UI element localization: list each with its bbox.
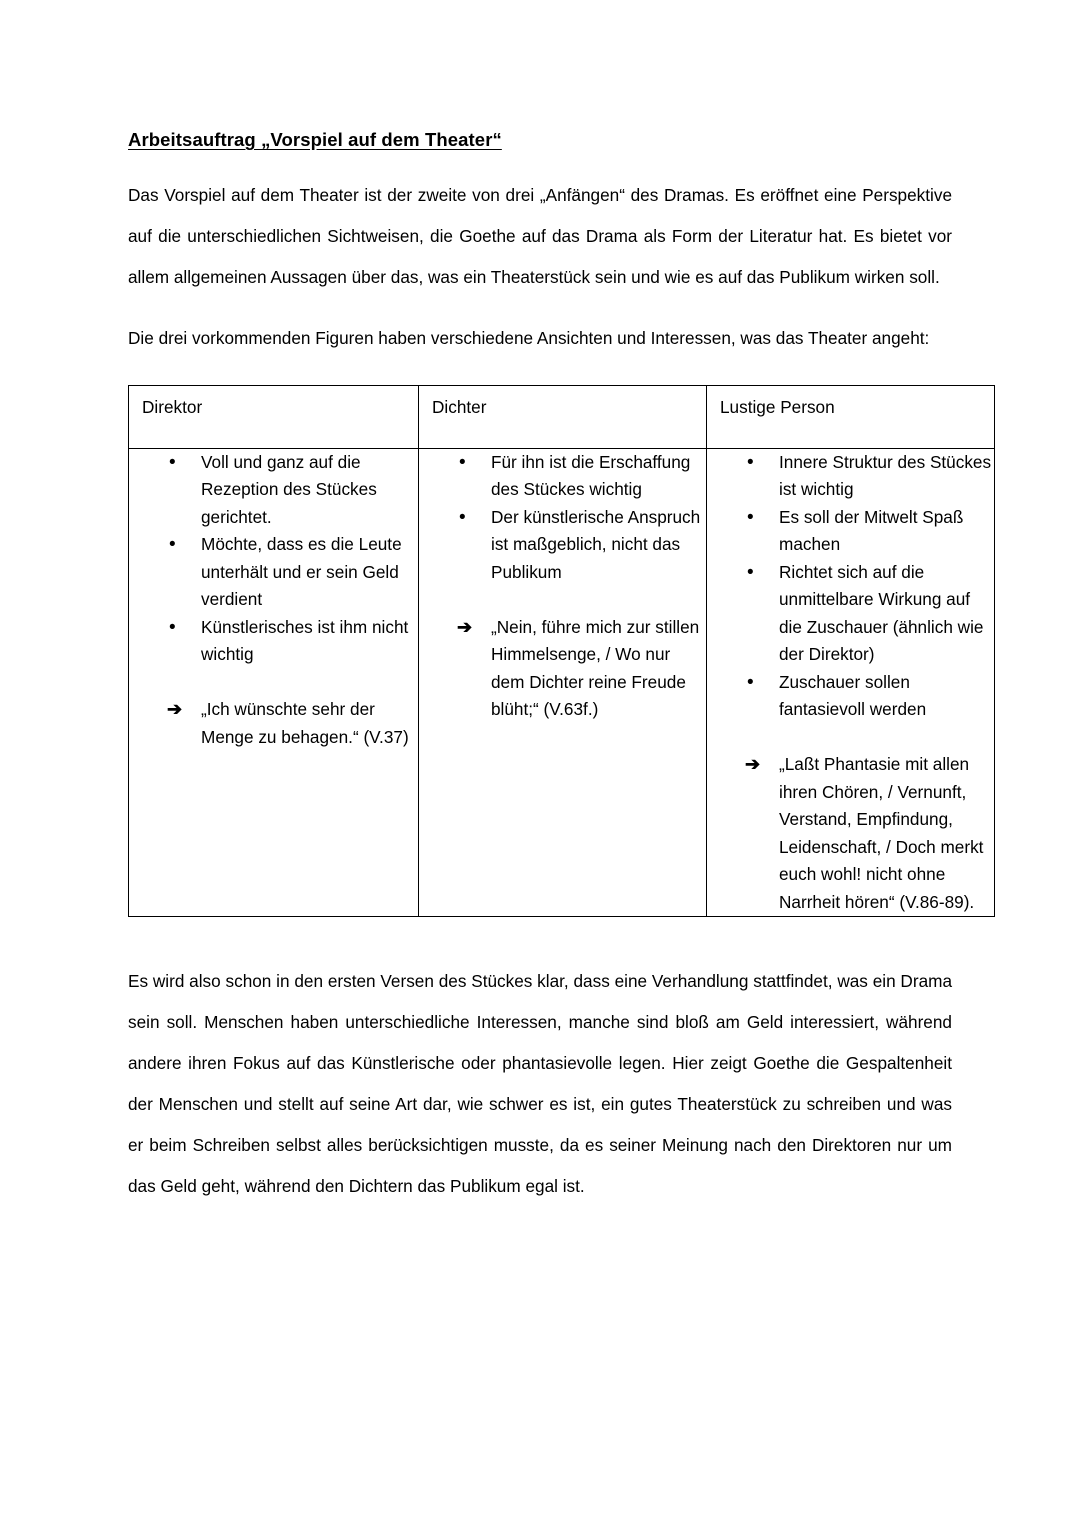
- bullet-icon: •: [169, 451, 176, 473]
- bullet-icon: •: [747, 561, 754, 583]
- bullet-icon: •: [459, 506, 466, 528]
- list-item-text: Richtet sich auf die unmittelbare Wirkung auf die Zuschauer (ähnlich wie der Direktor): [779, 561, 984, 665]
- arrow-right-icon: ➔: [457, 616, 473, 637]
- points-list-lustige-person: [707, 449, 994, 917]
- arrow-right-icon: ➔: [167, 699, 183, 720]
- table-bottom-spacer: [128, 917, 952, 961]
- list-item: [129, 614, 418, 669]
- table-header-row-group: [129, 385, 995, 448]
- quote-text: „Nein, führe mich zur stillen Himmelsenge, / Wo nur dem Dichter reine Freude blüht;“ (V.63f.): [491, 616, 700, 720]
- table-header-dichter: Dichter: [419, 385, 707, 448]
- list-item: [129, 531, 418, 614]
- bullet-icon: •: [459, 451, 466, 473]
- quote-text: „Ich wünschte sehr der Menge zu behagen.“ (V.37): [201, 699, 409, 747]
- bullet-icon: •: [747, 451, 754, 473]
- table-header-lustige-person: Lustige Person: [707, 385, 995, 448]
- intro-paragraph-1: Das Vorspiel auf dem Theater ist der zweite von drei „Anfängen“ des Dramas. Es eröffnet eine Perspektive auf die unterschiedlichen Sichtweisen, die Goethe auf das Drama als Form der Literatur hat. Es bietet vor allem allgemeinen Aussagen über das, was ein Theaterstück sein und wie es auf das Publikum wirken soll.: [128, 184, 952, 287]
- list-item-text: Voll und ganz auf die Rezeption des Stückes gerichtet.: [201, 451, 377, 527]
- list-item: [707, 449, 994, 504]
- table-header-direktor: Direktor: [129, 385, 419, 448]
- bullet-icon: •: [747, 506, 754, 528]
- table-row: [129, 448, 995, 917]
- list-item: [419, 504, 706, 587]
- table-cell-lustige-person: [707, 448, 995, 917]
- arrow-right-icon: ➔: [745, 754, 761, 775]
- list-item-text: Es soll der Mitwelt Spaß machen: [779, 506, 964, 555]
- list-item: [707, 504, 994, 559]
- intro-paragraph-2: Die drei vorkommenden Figuren haben verschiedene Ansichten und Interessen, was das Theater angeht:: [128, 327, 930, 348]
- table-cell-direktor: [129, 448, 419, 917]
- conclusion-paragraph: Es wird also schon in den ersten Versen des Stückes klar, dass eine Verhandlung stattfindet, was ein Drama sein soll. Menschen haben unterschiedliche Interessen, manche sind bloß am Geld interessiert, während andere ihren Fokus auf das Künstlerische oder phantasievolle legen. Hier zeigt Goethe die Gespaltenheit der Menschen und stellt auf seine Art dar, wie schwer es ist, ein gutes Theaterstück zu schreiben und was er beim Schreiben selbst alles berücksichtigen musste, da es seiner Meinung nach den Direktoren nur um das Geld geht, während den Dichtern das Publikum egal ist.: [128, 971, 952, 1197]
- figures-comparison-table: [128, 385, 995, 918]
- list-item-text: Zuschauer sollen fantasievoll werden: [779, 671, 927, 720]
- list-item: [419, 449, 706, 504]
- list-item-text: Für ihn ist die Erschaffung des Stückes wichtig: [491, 451, 691, 500]
- table-body: [129, 448, 995, 917]
- list-item: [707, 669, 994, 724]
- list-item: [129, 449, 418, 532]
- quote-item: [129, 696, 418, 751]
- quote-item: [707, 751, 994, 916]
- list-item: [707, 559, 994, 669]
- bullet-icon: •: [169, 616, 176, 638]
- table-cell-dichter: [419, 448, 707, 917]
- bullet-icon: •: [747, 671, 754, 693]
- points-list-direktor: [129, 449, 418, 752]
- list-item-text: Der künstlerische Anspruch ist maßgeblich, nicht das Publikum: [491, 506, 701, 582]
- bullet-icon: •: [169, 534, 176, 556]
- list-item-text: Künstlerisches ist ihm nicht wichtig: [201, 616, 409, 665]
- table-header-row: [129, 385, 995, 448]
- points-list-dichter: [419, 449, 706, 724]
- page-title: Arbeitsauftrag „Vorspiel auf dem Theater“: [128, 129, 502, 150]
- list-item-text: Möchte, dass es die Leute unterhält und er sein Geld verdient: [201, 534, 402, 610]
- quote-item: [419, 614, 706, 724]
- quote-text: „Laßt Phantasie mit allen ihren Chören, / Vernunft, Verstand, Empfindung, Leidenschaft, / Doch merkt euch wohl! nicht ohne Narrheit hören“ (V.86-89).: [779, 754, 984, 912]
- list-item-text: Innere Struktur des Stückes ist wichtig: [779, 451, 992, 500]
